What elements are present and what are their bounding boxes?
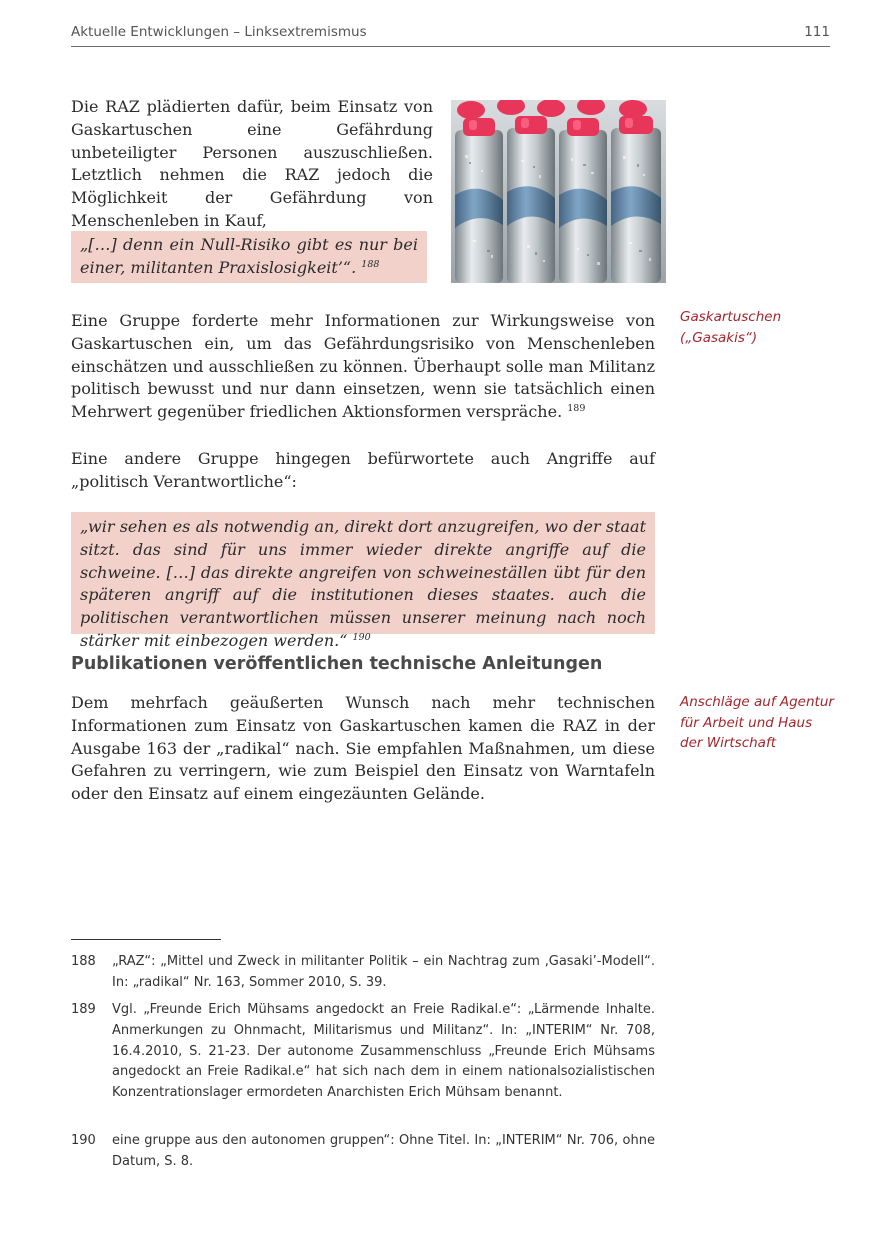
margin-note-2 [680,692,840,754]
intro-text: Die RAZ plädierten dafür, beim Einsatz von Gaskartuschen eine Gefährdung unbeteiligter Personen auszuschließen. Letztlich nehmen die RAZ jedoch die Möglichkeit der Gefährdung von Menschenleben in Kauf, [71,97,433,230]
margin-note-1 [680,307,840,348]
margin-note-1-line-2: („Gasakis“) [680,329,758,346]
footnote-number: 189 [71,1002,96,1017]
footnote-190 [71,1131,655,1173]
footnote-text: eine gruppe aus den autonomen gruppen“: Ohne Titel. In: „INTERIM“ Nr. 706, ohne Datum, S. 8. [112,1133,655,1169]
gas-canisters-photo [451,100,666,283]
margin-note-2-line-3: der Wirtschaft [680,735,776,751]
paragraph-4-text: Dem mehrfach geäußerten Wunsch nach mehr technischen Informationen zum Einsatz von Gaskartuschen kamen die RAZ in der Ausgabe 163 der „radikal“ nach. Sie empfahlen Maßnahmen, um diese Gefahren zu verringern, wie zum Beispiel den Einsatz von Warntafeln oder den Einsatz auf einem eingezäunten Gelände. [71,693,655,804]
footnote-text: Vgl. „Freunde Erich Mühsams angedockt an Freie Radikal.e“: „Lärmende Inhalte. Anmerkungen zu Ohnmacht, Militarismus und Militanz“. In: „INTERIM“ Nr. 708, 16.4.2010, S. 21-23. Der autonome Zusammenschluss „Freunde Erich Mühsams angedockt an Freie Radikal.e“ hat sich nach dem in einem nationalsozialistischen Konzentrationslager ermordeten Anarchisten Erich Mühsam benannt. [112,1002,655,1101]
footnote-188 [71,952,655,994]
margin-note-1-line-1: Gaskartuschen [680,309,782,325]
page-number: 111 [804,24,830,40]
footnote-ref-190: 190 [352,631,371,643]
paragraph-2 [71,310,655,424]
paragraph-4 [71,692,655,806]
margin-note-2-line-1: Anschläge auf Agentur [680,694,834,710]
quote-block-2 [71,512,655,650]
paragraph-3 [71,448,655,494]
gas-canisters-image [451,100,666,283]
quote-1-text: „[…] denn ein Null-Risiko gibt es nur bei einer, militanten Praxislosigkeit’“. [80,235,418,277]
quote-2-text: „wir sehen es als notwendig an, direkt dort anzugreifen, wo der staat sitzt. das sind für uns immer wieder direkte angriffe auf die schweine. […] das direkte angreifen von schweineställen übt für den späteren angriff auf die institutionen dieses staates. auch die politischen verantwortlichen müssen unserer meinung nach noch stärker mit einbezogen werden.“ [80,517,646,650]
footnote-text: „RAZ“: „Mittel und Zweck in militanter Politik – ein Nachtrag zum ‚Gasaki’-Modell“. In: „radikal“ Nr. 163, Sommer 2010, S. 39. [112,954,655,990]
header-title: Aktuelle Entwicklungen – Linksextremismus [71,24,367,40]
section-heading: Publikationen veröffentlichen technische Anleitungen [71,654,603,674]
footnote-ref-188: 188 [361,258,380,270]
paragraph-3-text: Eine andere Gruppe hingegen befürwortete auch Angriffe auf „politisch Verantwortliche“: [71,449,655,491]
footnote-189 [71,1000,655,1104]
intro-paragraph [71,96,433,233]
footnote-number: 188 [71,954,96,969]
quote-block-1 [71,231,427,283]
margin-note-2-line-2: für Arbeit und Haus [680,714,813,731]
running-header [71,24,830,47]
footnote-ref-189: 189 [567,403,586,415]
footnote-divider [71,939,221,940]
footnote-number: 190 [71,1133,96,1148]
paragraph-2-text: Eine Gruppe forderte mehr Informationen zur Wirkungsweise von Gaskartuschen ein, um das Gefährdungsrisiko von Menschenleben einschätzen und ausschließen zu können. Überhaupt solle man Militanz politisch bewusst und nur dann einsetzen, wenn sie tatsächlich einen Mehrwert gegenüber friedlichen Aktionsformen verspräche. [71,311,655,422]
